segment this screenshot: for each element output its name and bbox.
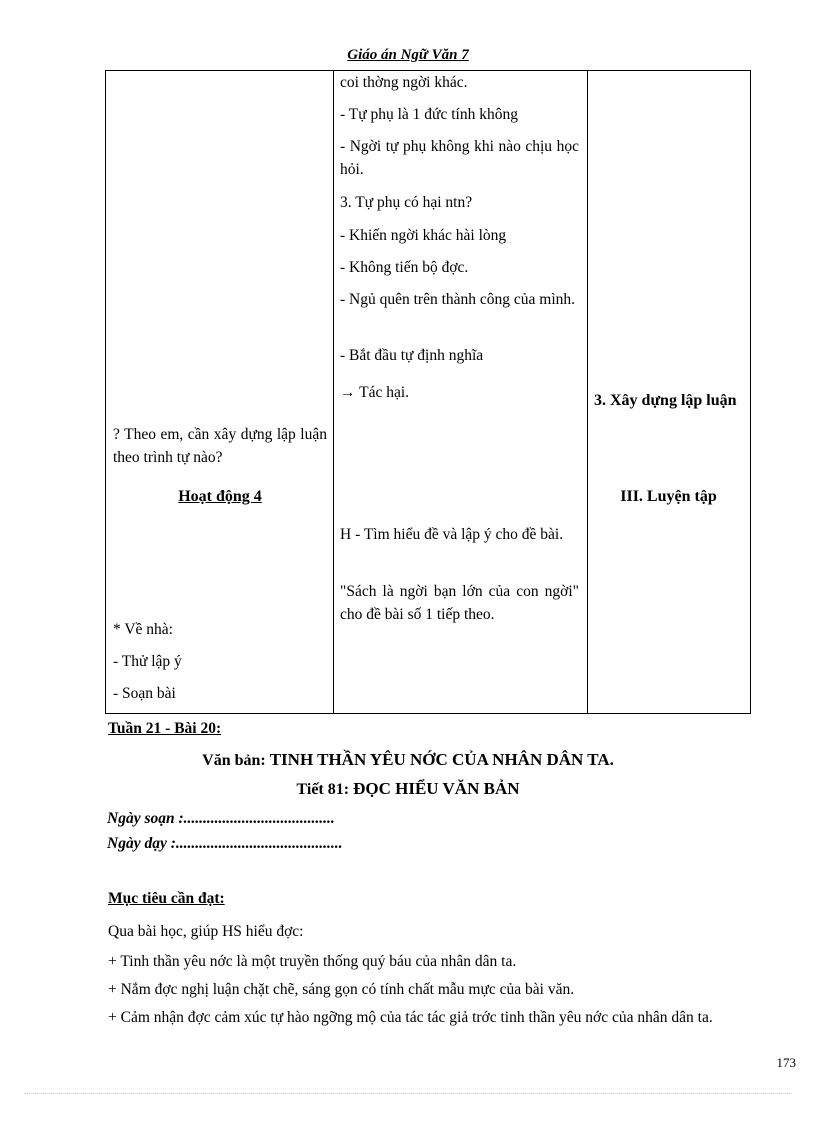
content-line: - Tự phụ là 1 đức tính không bbox=[340, 106, 518, 123]
teach-date: Ngày dạy :........................................... bbox=[107, 835, 343, 852]
task-text: H - Tìm hiểu đề và lập ý cho đề bài. bbox=[340, 526, 564, 543]
content-line: → Tác hại. bbox=[340, 384, 410, 401]
objective-item: + Cảm nhận đợc cảm xúc tự hào ngỡng mộ của tác tác giả trớc tinh thần yêu nớc của nhân dân ta. bbox=[108, 1009, 713, 1026]
lesson-table bbox=[105, 70, 751, 714]
content-line: - Bắt đầu tự định nghĩa bbox=[340, 347, 484, 364]
content-column bbox=[334, 71, 588, 714]
content-line: - Ngủ quên trên thành công của mình. bbox=[340, 291, 576, 308]
practice-heading: III. Luyện tập bbox=[620, 488, 717, 505]
content-line: coi thờng ngời khác. bbox=[340, 74, 468, 91]
page-number: 173 bbox=[776, 1055, 796, 1070]
teacher-activity-column bbox=[106, 71, 334, 714]
text-title: TINH THẦN YÊU NỚC CỦA NHÂN DÂN TA. bbox=[269, 750, 614, 769]
objective-item: + Nắm đợc nghị luận chặt chẽ, sáng gọn có tính chất mẫu mực của bài văn. bbox=[108, 981, 575, 998]
topic-text: "Sách là ngời bạn lớn của con ngời" cho đề bài số 1 tiếp theo. bbox=[340, 583, 579, 623]
content-line: - Ngời tự phụ không khi nào chịu học hỏi. bbox=[340, 138, 579, 178]
period-label: Tiết 81: bbox=[296, 781, 350, 798]
text-title-line bbox=[0, 750, 816, 770]
homework-heading: * Về nhà: bbox=[113, 621, 173, 638]
footer-divider bbox=[24, 1093, 792, 1094]
homework-item: - Soạn bài bbox=[113, 685, 176, 702]
section-heading: 3. Xây dựng lập luận bbox=[594, 392, 737, 409]
activity-heading: Hoạt động 4 bbox=[178, 488, 262, 505]
objective-item: + Tinh thần yêu nớc là một truyền thống quý báu của nhân dân ta. bbox=[108, 953, 517, 970]
prep-date: Ngày soạn :....................................... bbox=[107, 810, 335, 827]
question-text: ? Theo em, cần xây dựng lập luận theo trình tự nào? bbox=[113, 426, 327, 466]
period-title: ĐỌC HIỂU VĂN BẢN bbox=[353, 779, 520, 798]
homework-item: - Thử lập ý bbox=[113, 653, 182, 670]
objectives-heading: Mục tiêu cần đạt: bbox=[108, 890, 225, 907]
section-column bbox=[588, 71, 751, 714]
content-line: - Khiến ngời khác hài lòng bbox=[340, 227, 507, 244]
content-line: 3. Tự phụ có hại ntn? bbox=[340, 194, 473, 211]
content-line: - Không tiến bộ đợc. bbox=[340, 259, 469, 276]
week-lesson-label: Tuần 21 - Bài 20: bbox=[108, 720, 222, 737]
page-header-title: Giáo án Ngữ Văn 7 bbox=[347, 47, 469, 63]
period-title-line bbox=[0, 779, 816, 799]
text-label: Văn bản: bbox=[202, 752, 266, 769]
objectives-intro: Qua bài học, giúp HS hiểu đợc: bbox=[108, 923, 304, 940]
